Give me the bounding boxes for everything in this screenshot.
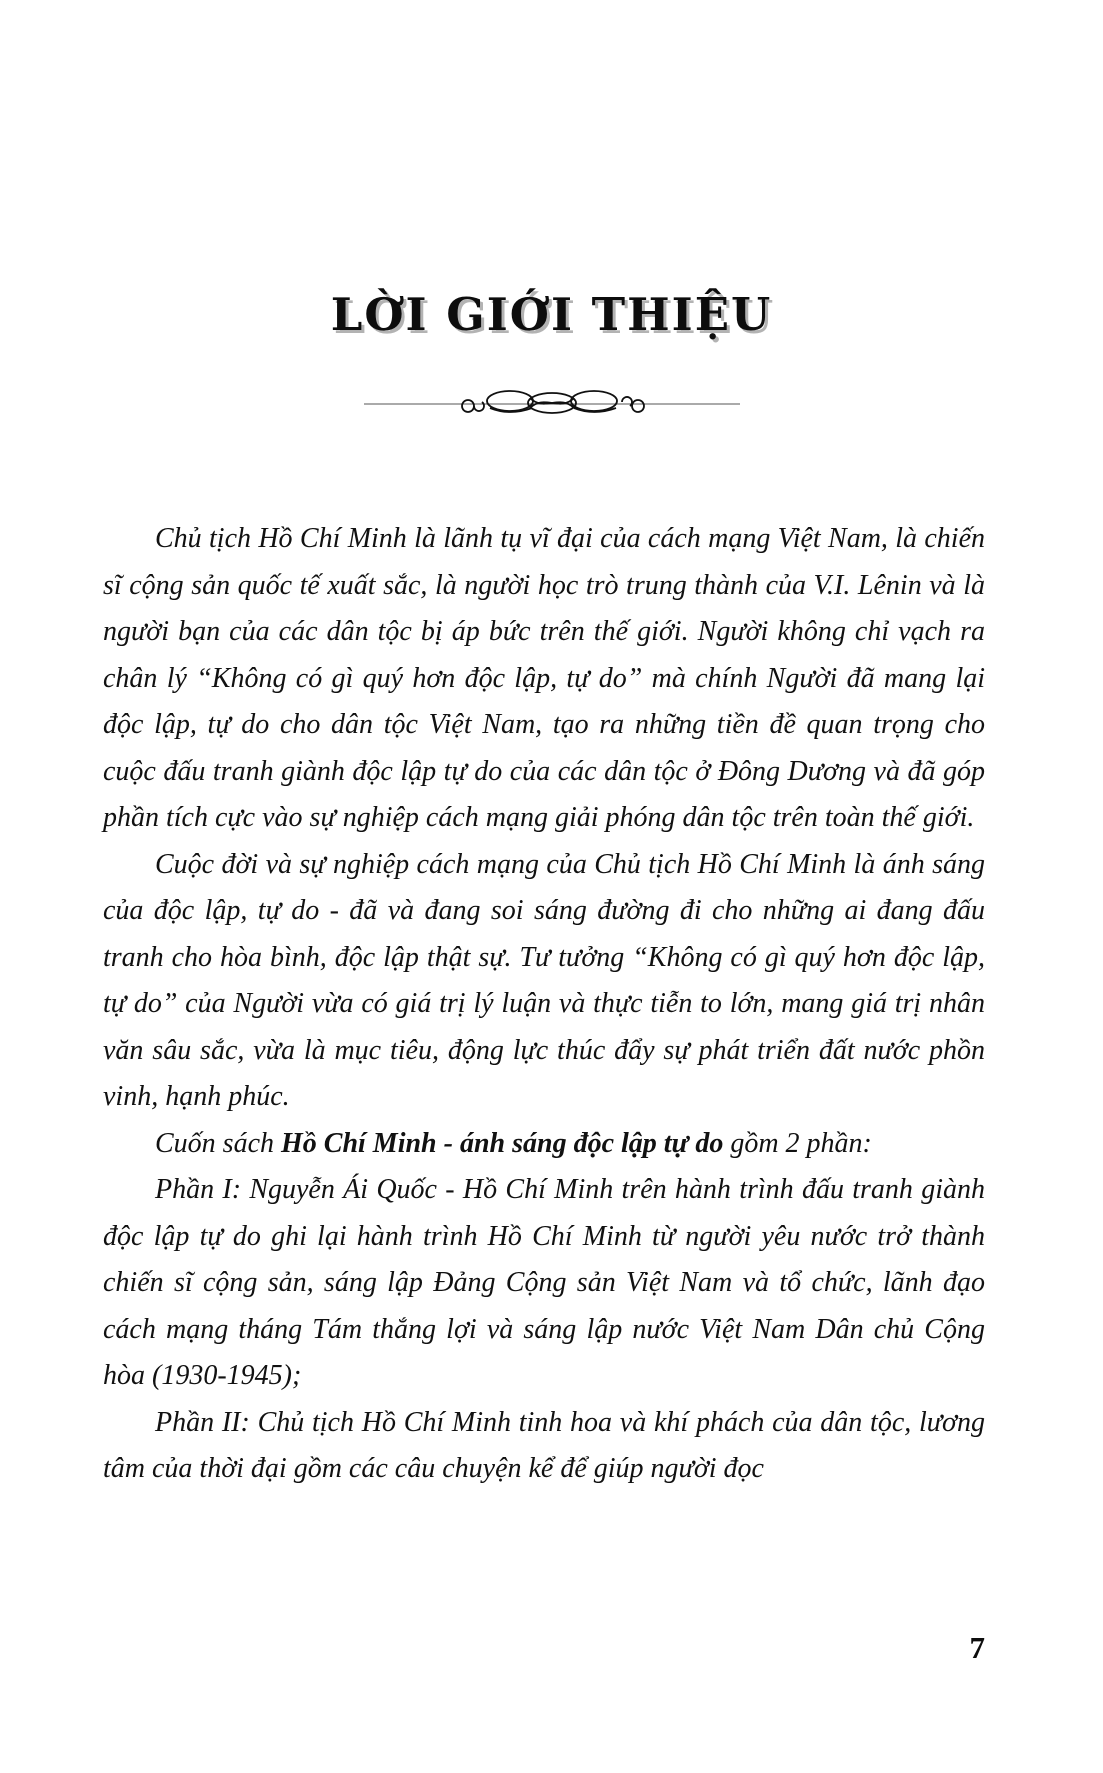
paragraph-5: Phần II: Chủ tịch Hồ Chí Minh tinh hoa và khí phách của dân tộc, lương tâm của thời đại gồm các câu chuyện kể để giúp người đọc <box>103 1406 985 1484</box>
flourish-divider-icon <box>362 386 742 418</box>
paragraph-3-prefix: Cuốn sách <box>155 1127 281 1159</box>
page-number: 7 <box>969 1630 985 1665</box>
book-title: Hồ Chí Minh - ánh sáng độc lập tự do <box>281 1127 724 1159</box>
paragraph-4: Phần I: Nguyễn Ái Quốc - Hồ Chí Minh trên hành trình đấu tranh giành độc lập tự do ghi lại hành trình Hồ Chí Minh từ người yêu nước trở thành chiến sĩ cộng sản, sáng lập Đảng Cộng sản Việt Nam và tổ chức, lãnh đạo cách mạng tháng Tám thắng lợi và sáng lập nước Việt Nam Dân chủ Cộng hòa (1930-1945); <box>103 1174 985 1391</box>
introduction-text <box>103 516 985 1493</box>
paragraph-3-suffix: gồm 2 phần: <box>723 1127 872 1159</box>
divider-ornament <box>0 386 1103 423</box>
paragraph-2: Cuộc đời và sự nghiệp cách mạng của Chủ tịch Hồ Chí Minh là ánh sáng của độc lập, tự do - đã và đang soi sáng đường đi cho những ai đang đấu tranh cho hòa bình, độc lập thật sự. Tư tưởng “Không có gì quý hơn độc lập, tự do” của Người vừa có giá trị lý luận và thực tiễn to lớn, mang giá trị nhân văn sâu sắc, vừa là mục tiêu, động lực thúc đẩy sự phát triển đất nước phồn vinh, hạnh phúc. <box>103 848 985 1112</box>
paragraph-1: Chủ tịch Hồ Chí Minh là lãnh tụ vĩ đại của cách mạng Việt Nam, là chiến sĩ cộng sản quốc tế xuất sắc, là người học trò trung thành của V.I. Lênin và là người bạn của các dân tộc bị áp bức trên thế giới. Người không chỉ vạch ra chân lý “Không có gì quý hơn độc lập, tự do” mà chính Người đã mang lại độc lập, tự do cho dân tộc Việt Nam, tạo ra những tiền đề quan trọng cho cuộc đấu tranh giành độc lập tự do của các dân tộc ở Đông Dương và đã góp phần tích cực vào sự nghiệp cách mạng giải phóng dân tộc trên toàn thế giới. <box>103 523 985 833</box>
paragraph-3 <box>103 1121 985 1168</box>
page-title: LỜI GIỚI THIỆU <box>330 288 773 341</box>
